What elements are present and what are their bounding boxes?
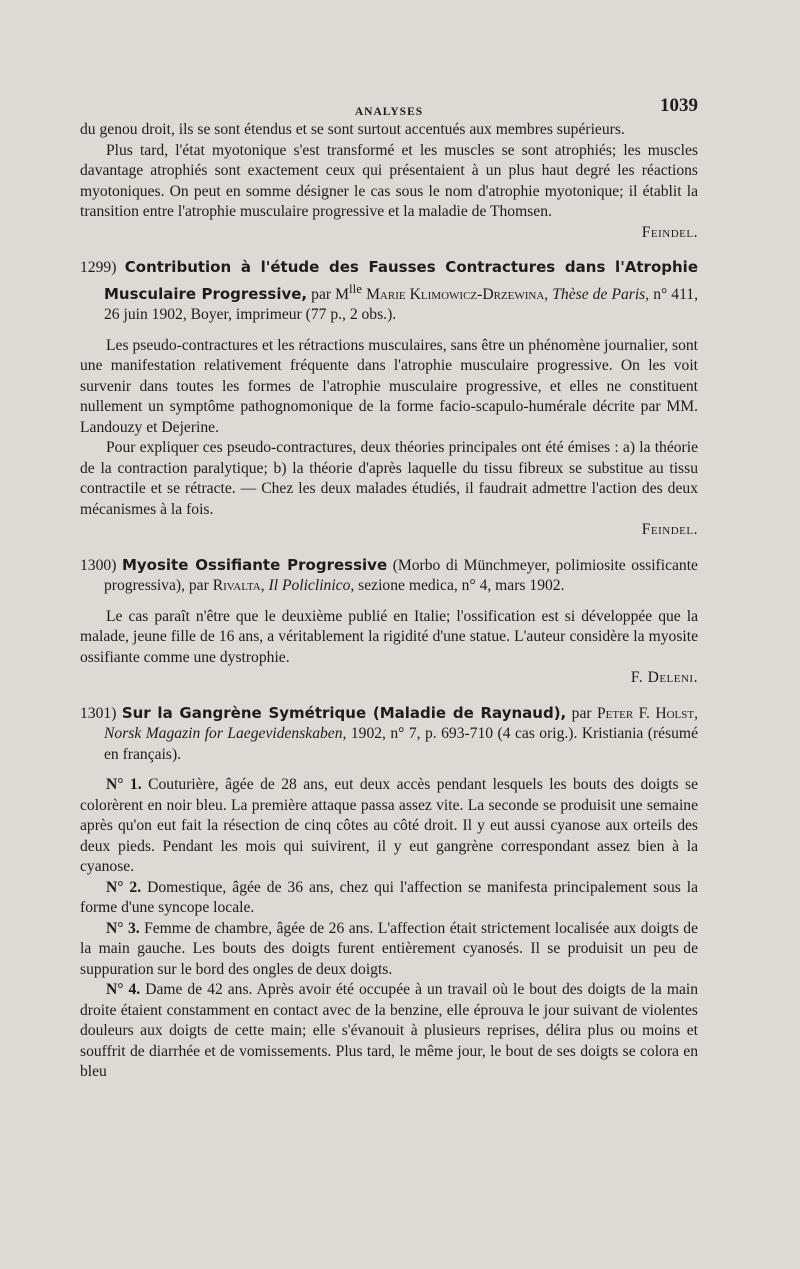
entry-source: Il Policlinico, [264,577,355,595]
body-paragraph: Les pseudo-contractures et les rétractions musculaires, sans être un phénomène journalier, sont une manifestation relativement fréquente dans l'atrophie musculaire progressive. On les voit survenir dans toutes les formes de l'atrophie musculaire progressive, et elles ne constituent nullement un symptôme pathognomonique de la forme facio-scapulo-humérale décrite par MM. Landouzy et Dejerine. [80,336,698,436]
running-title: ANALYSES [354,106,424,118]
entry-heading-1301 [80,703,698,766]
case-paragraph [80,878,698,919]
entry-body-1300 [80,607,698,689]
body-paragraph: Le cas paraît n'être que le deuxième publié en Italie; l'ossification est si développée que la malade, jeune fille de 16 ans, a véritablement la rigidité d'une statue. L'auteur considère la myosite ossifiante comme une dystrophie. [80,607,698,666]
page-number: 1039 [660,95,698,116]
signature: F. Deleni. [630,669,698,687]
signature: Feindel. [641,521,698,539]
entry-source: Norsk Magazin for Laegevidenskaben, [104,725,347,743]
signature: Feindel. [641,223,698,241]
entry-byline: (Morbo di Münchmeyer, polimiosite ossificante progressiva), par [104,556,698,595]
entry-details: sezione medica, n° 4, mars 1902. [354,577,565,595]
case-label: N° 4. [106,981,141,999]
case-paragraph [80,775,698,878]
entry-byline: par [566,704,592,722]
case-label: N° 2. [106,878,142,896]
entry-author: Peter F. Holst, [591,704,698,722]
entry-author: Rivalta, [208,577,265,595]
page-header [80,96,698,120]
entry-details: 1902, n° 7, p. 693-710 (4 cas orig.). Kristiania (résumé en français). [104,725,698,763]
entry-number: 1300) [80,556,117,574]
entry-heading-1299 [80,257,698,326]
entry-title: Contribution à l'étude des Fausses Contractures dans l'Atrophie Musculaire Progressive, [104,258,698,303]
page-content [80,96,698,1083]
entry-author: Marie Klimowicz-Drzewina, [362,285,549,303]
entry-title: Myosite Ossifiante Progressive [121,555,388,574]
entry-source: Thèse de Paris, [548,285,650,303]
case-text: Domestique, âgée de 36 ans, chez qui l'affection se manifesta principalement sous la forme d'une syncope locale. [80,878,698,917]
case-text: Femme de chambre, âgée de 26 ans. L'affection était strictement localisée aux doigts de la main gauche. Les bouts des doigts furent entièrement cyanosés. Il se produisit un peu de suppuration sur le bord des ongles de deux doigts. [80,919,698,978]
entry-body-1301 [80,775,698,1083]
intro-paragraph: Plus tard, l'état myotonique s'est transformé et les muscles se sont atrophiés; les muscles davantage atrophiés sont exactement ceux qui présentaient à un plus haut degré les réactions myotoniques. On peut en somme désigner le cas sous le nom d'atrophie myotonique; il établit la transition entre l'atrophie musculaire progressive et la maladie de Thomsen. [80,141,698,220]
case-paragraph [80,980,698,1083]
case-text: Couturière, âgée de 28 ans, eut deux accès pendant lesquels les bouts des doigts se colorèrent en noir bleu. La première attaque passa assez vite. La seconde se produisit une semaine après qu'on eut fait la résection de cinq côtes au côté droit. Il y eut aussi cyanose aux orteils des deux pieds. Pendant les mois qui suivirent, il y eut gangrène correspondant assez bien à la cyanose. [80,776,699,876]
entry-number: 1301) [80,704,117,722]
case-paragraph [80,919,698,981]
entry-number: 1299) [80,259,117,276]
intro-paragraph: du genou droit, ils se sont étendus et se sont surtout accentués aux membres supérieurs. [80,121,625,138]
entry-details: n° 411, 26 juin 1902, Boyer, imprimeur (77 p., 2 obs.). [104,285,698,324]
entry-byline: par M [307,285,350,303]
entry-body-1299 [80,336,698,541]
entry-title: Sur la Gangrène Symétrique (Maladie de Raynaud), [121,703,567,722]
case-label: N° 3. [106,919,140,937]
entry-byline-sup: lle [349,280,363,296]
body-paragraph: Pour expliquer ces pseudo-contractures, deux théories principales ont été émises : a) la théorie de la contraction paralytique; b) la théorie d'après laquelle du tissu fibreux se substitue au tissu contractile et se rétracte. — Chez les deux malades étudiés, il faudrait admettre l'action des deux mécanismes à la fois. [80,439,698,518]
case-label: N° 1. [106,776,142,794]
entry-heading-1300 [80,555,698,597]
case-text: Dame de 42 ans. Après avoir été occupée à un travail où le bout des doigts de la main droite étaient constamment en contact avec de la benzine, elle éprouva le jour suivant de violentes douleurs aux doigts de cette main; elle s'évanouit à plusieurs reprises, délira plus ou moins et souffrit de diarrhée et de vomissements. Plus tard, le même jour, le bout de ses doigts se colora en bleu [80,981,699,1081]
